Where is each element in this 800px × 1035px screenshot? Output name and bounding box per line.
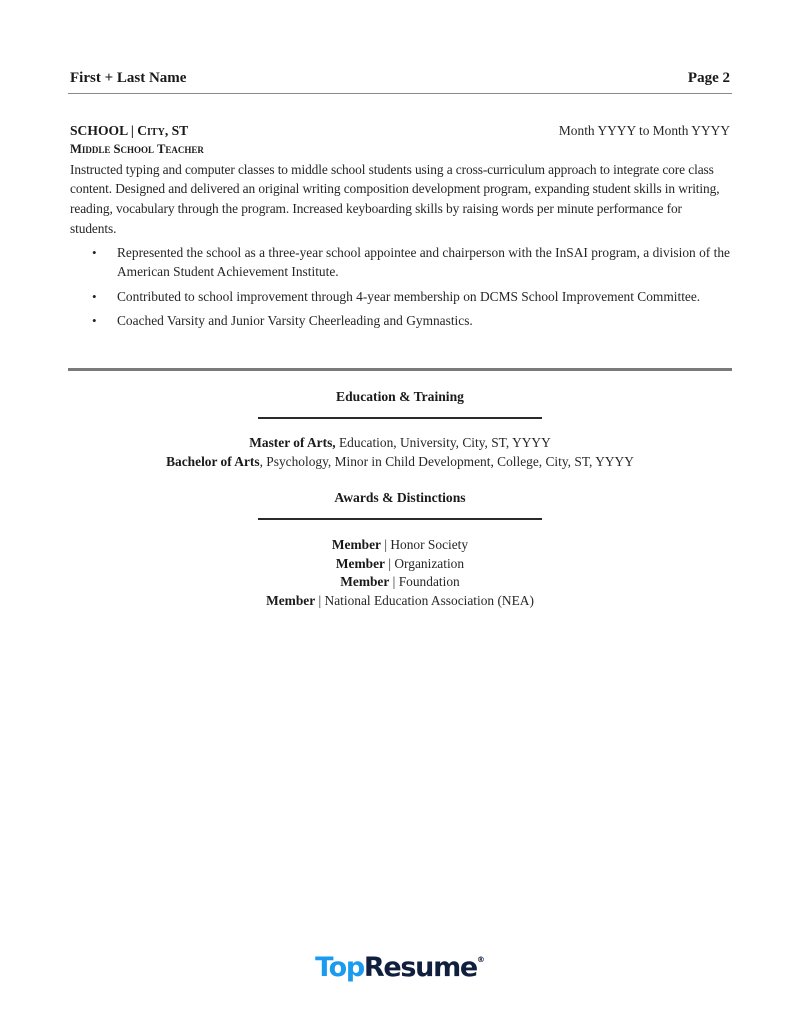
section-underline [258,417,542,419]
award-value: National Education Association (NEA) [324,592,534,608]
job-title: Middle School Teacher [70,141,204,156]
topresume-logo [0,952,800,983]
employer [70,121,188,141]
award-entry [0,592,800,611]
award-value: Honor Society [390,537,469,552]
registered-mark-icon: ® [476,955,485,964]
award-label: Member [331,537,381,552]
logo-part-resume: Resume [363,952,477,983]
degree-name: Bachelor of Arts [166,454,260,469]
achievement-item [70,243,730,282]
job-achievements [70,243,730,331]
award-label: Member [266,592,316,608]
job-summary: Instructed typing and computer classes to middle school students using a cross-curriculum approach to integrate core class content. Designed and delivered an original writing composition development program, expanding student skills in writing, reading, vocabulary through the program. Increased keyboarding skills by raising words per minute performance for students. [70,161,720,236]
candidate-name: First + Last Name [70,70,187,86]
achievement-text: Represented the school as a three-year school appointee and chairperson with the InSAI program, a division of the American Student Achievement Institute. [117,244,730,280]
award-value: Organization [394,555,465,571]
page-header [70,70,730,87]
education-entry [0,452,800,471]
employer-separator: | [127,123,138,138]
job-heading [70,121,730,141]
bullet-icon: • [92,244,97,260]
page-number: Page 2 [687,70,730,86]
degree-details: , Psychology, Minor in Child Development, College, City, ST, YYYY [259,454,634,469]
award-value: Foundation [398,574,460,589]
award-label: Member [340,574,390,589]
job-entry [70,121,730,336]
award-separator: | [385,555,395,571]
award-label: Member [335,555,385,571]
education-list [0,433,800,471]
employer-name: SCHOOL [70,123,128,138]
section-underline [258,518,542,520]
header-divider [68,93,732,94]
degree-name: Master of Arts, [249,435,336,450]
achievement-text: Coached Varsity and Junior Varsity Cheerleading and Gymnastics. [117,313,473,329]
award-separator: | [315,592,325,608]
award-separator: | [380,537,391,552]
awards-list [0,536,800,610]
achievement-text: Contributed to school improvement through 4-year membership on DCMS School Improvement Committee. [117,288,701,304]
degree-details: Education, University, City, ST, YYYY [335,435,551,450]
education-entry [0,433,800,452]
job-dates: Month YYYY to Month YYYY [558,123,730,138]
bullet-icon: • [92,288,97,304]
employer-location: City, ST [137,123,189,138]
logo-part-top: Top [315,952,364,983]
award-entry [0,573,800,592]
education-section [0,387,800,471]
achievement-item [70,311,730,331]
bullet-icon: • [92,313,97,329]
award-separator: | [389,574,399,589]
section-title-education: Education & Training [336,389,464,404]
section-title-awards: Awards & Distinctions [334,490,466,505]
award-entry [0,536,800,555]
award-entry [0,555,800,574]
section-divider [68,368,732,371]
achievement-item [70,287,730,307]
awards-section [0,488,800,610]
